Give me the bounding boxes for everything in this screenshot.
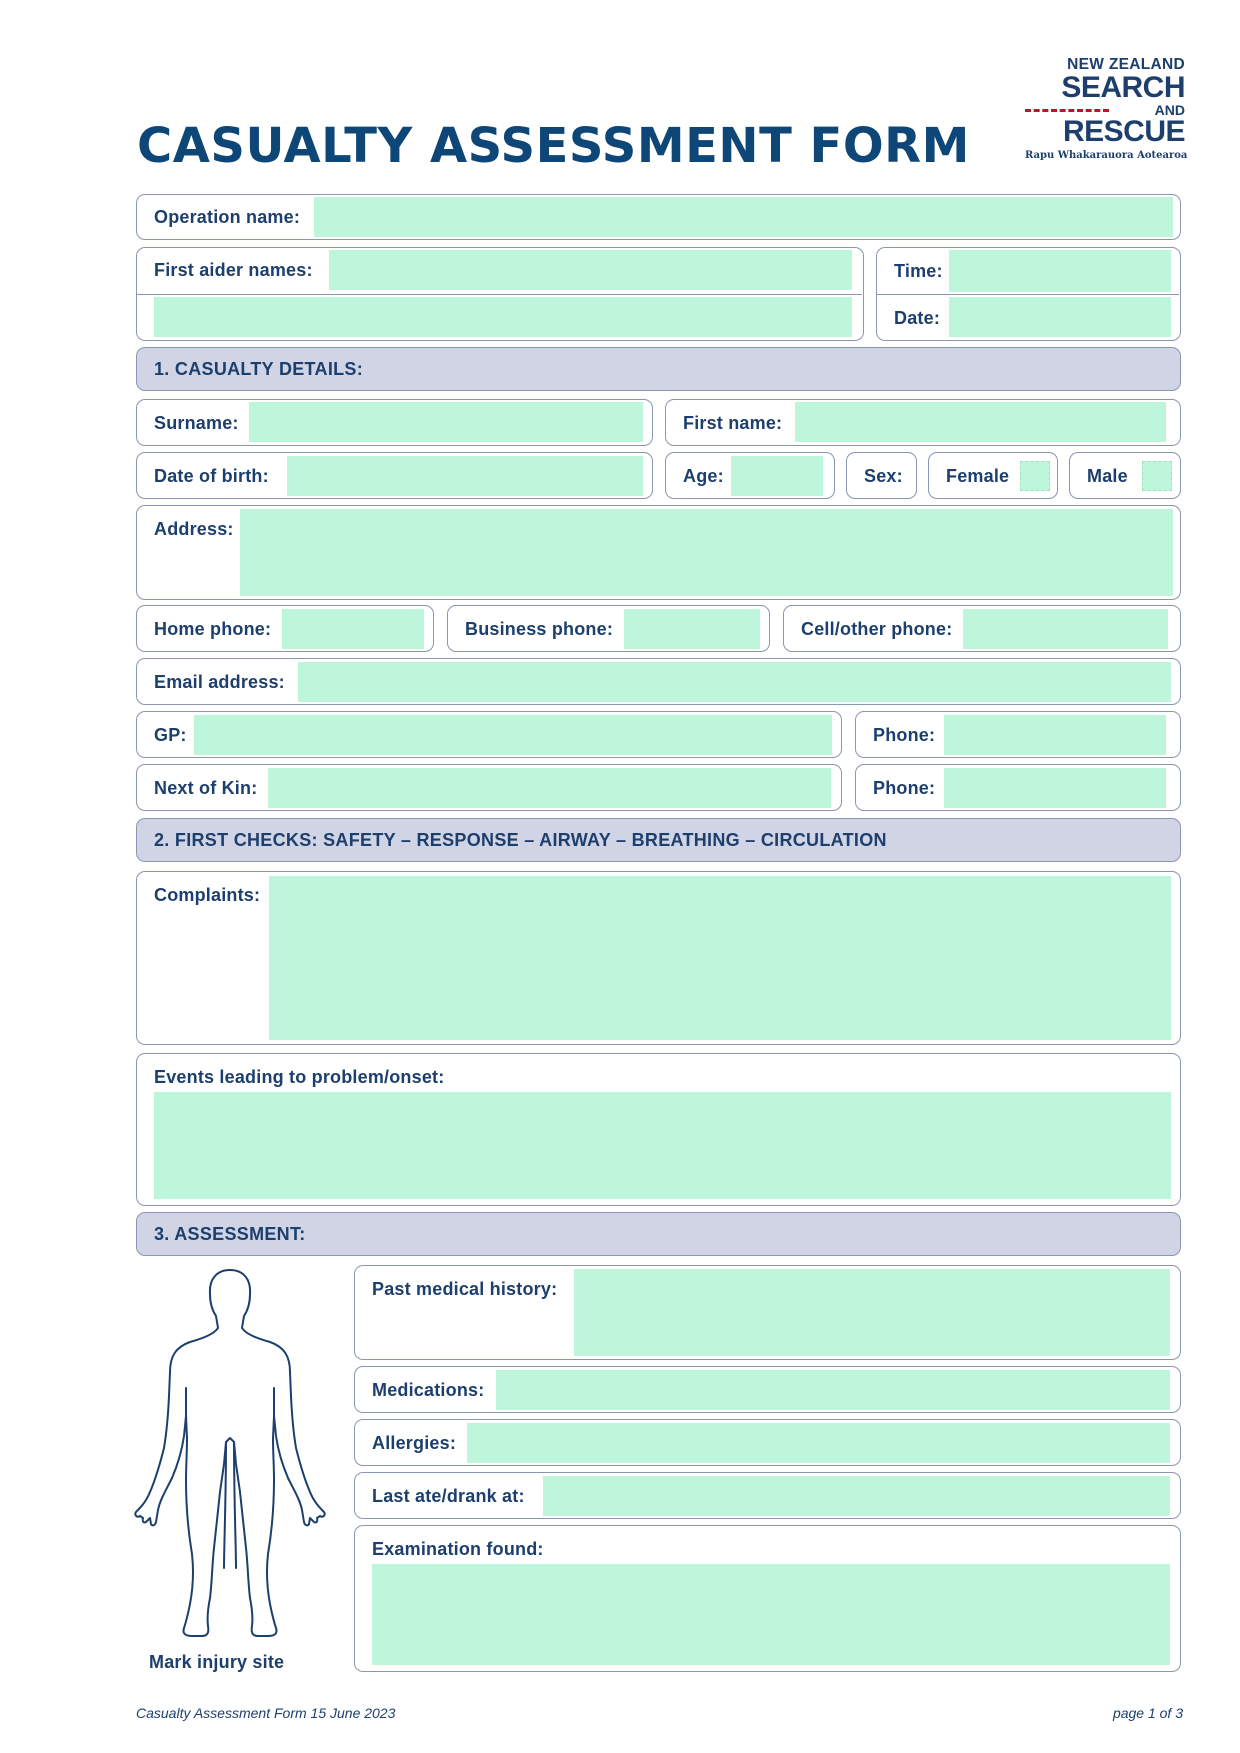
logo-line-3: AND [1154, 102, 1185, 118]
past-history-row [354, 1265, 1181, 1360]
male-checkbox[interactable] [1142, 461, 1172, 491]
last-ate-row [354, 1472, 1181, 1519]
examination-row [354, 1525, 1181, 1672]
events-row [136, 1053, 1181, 1206]
examination-label: Examination found: [372, 1539, 544, 1559]
divider [877, 294, 1179, 295]
events-label: Events leading to problem/onset: [154, 1067, 445, 1087]
logo-line-4: RESCUE [1062, 115, 1185, 148]
first-aider-names-input-2[interactable] [154, 297, 852, 337]
surname-label: Surname: [154, 413, 239, 433]
email-input[interactable] [298, 662, 1171, 702]
mark-injury-label: Mark injury site [149, 1652, 285, 1672]
age-row [665, 452, 835, 499]
medications-label: Medications: [372, 1380, 485, 1400]
age-label: Age: [683, 466, 724, 486]
logo-line-2: SEARCH [1061, 71, 1185, 104]
cell-phone-input[interactable] [963, 609, 1168, 649]
first-aider-names-label: First aider names: [154, 260, 313, 280]
female-checkbox[interactable] [1020, 461, 1050, 491]
gp-input[interactable] [194, 715, 832, 755]
business-phone-label: Business phone: [465, 619, 614, 639]
logo-dash-row [1025, 102, 1185, 118]
cell-phone-label: Cell/other phone: [801, 619, 953, 639]
allergies-input[interactable] [467, 1423, 1170, 1463]
complaints-row [136, 871, 1181, 1045]
section-title: 2. FIRST CHECKS: SAFETY – RESPONSE – AIRWAY – BREATHING – CIRCULATION [154, 830, 887, 850]
date-input[interactable] [949, 297, 1171, 337]
medications-row [354, 1366, 1181, 1413]
female-option [928, 452, 1058, 499]
gp-phone-input[interactable] [944, 715, 1166, 755]
allergies-row [354, 1419, 1181, 1466]
section-first-checks [136, 818, 1181, 862]
address-label: Address: [154, 519, 234, 539]
operation-name-label: Operation name: [154, 207, 301, 227]
home-phone-row [136, 605, 434, 652]
email-row [136, 658, 1181, 705]
time-input[interactable] [949, 250, 1171, 292]
male-label: Male [1087, 466, 1128, 486]
address-input[interactable] [240, 509, 1173, 596]
divider [137, 294, 862, 295]
medications-input[interactable] [496, 1370, 1170, 1410]
section-casualty-details [136, 347, 1181, 391]
section-assessment [136, 1212, 1181, 1256]
home-phone-label: Home phone: [154, 619, 272, 639]
email-label: Email address: [154, 672, 285, 692]
next-of-kin-label: Next of Kin: [154, 778, 258, 798]
home-phone-input[interactable] [282, 609, 424, 649]
next-of-kin-row [136, 764, 842, 811]
body-outline-icon[interactable] [130, 1268, 330, 1648]
complaints-label: Complaints: [154, 885, 261, 905]
gp-row [136, 711, 842, 758]
dob-label: Date of birth: [154, 466, 269, 486]
sex-label-box [846, 452, 917, 499]
first-name-input[interactable] [795, 402, 1166, 442]
logo-dash [1025, 109, 1109, 112]
form-title: CASUALTY ASSESSMENT FORM [137, 118, 970, 174]
kin-phone-label: Phone: [873, 778, 936, 798]
footer-left: Casualty Assessment Form 15 June 2023 [136, 1705, 396, 1721]
operation-name-row [136, 194, 1181, 240]
last-ate-label: Last ate/drank at: [372, 1486, 525, 1506]
events-input[interactable] [154, 1092, 1171, 1199]
business-phone-input[interactable] [624, 609, 760, 649]
last-ate-input[interactable] [543, 1476, 1170, 1516]
nzsar-logo [1025, 56, 1188, 166]
first-aider-names-input-1[interactable] [329, 250, 852, 290]
gp-phone-row [855, 711, 1181, 758]
section-title: 1. CASUALTY DETAILS: [154, 359, 364, 379]
footer-page-number: page 1 of 3 [1112, 1705, 1183, 1721]
male-option [1069, 452, 1181, 499]
female-label: Female [946, 466, 1010, 486]
date-label: Date: [894, 308, 941, 328]
logo-line-1: NEW ZEALAND [1067, 56, 1185, 73]
age-input[interactable] [731, 456, 823, 496]
business-phone-row [447, 605, 770, 652]
surname-input[interactable] [249, 402, 643, 442]
logo-line-5: Rapu Whakarauora Aotearoa [1025, 150, 1188, 161]
first-name-row [665, 399, 1181, 446]
past-history-input[interactable] [574, 1269, 1170, 1356]
address-row [136, 505, 1181, 600]
section-title: 3. ASSESSMENT: [154, 1224, 306, 1244]
first-aider-names-box [136, 247, 864, 341]
operation-name-input[interactable] [314, 197, 1173, 237]
surname-row [136, 399, 653, 446]
examination-input[interactable] [372, 1564, 1170, 1665]
sex-label: Sex: [864, 466, 903, 486]
dob-input[interactable] [287, 456, 643, 496]
allergies-label: Allergies: [372, 1433, 457, 1453]
time-date-box [876, 247, 1181, 341]
past-history-label: Past medical history: [372, 1279, 558, 1299]
gp-phone-label: Phone: [873, 725, 936, 745]
gp-label: GP: [154, 725, 187, 745]
kin-phone-input[interactable] [944, 768, 1166, 808]
complaints-input[interactable] [269, 876, 1171, 1040]
cell-phone-row [783, 605, 1181, 652]
kin-phone-row [855, 764, 1181, 811]
time-label: Time: [894, 261, 943, 281]
dob-row [136, 452, 653, 499]
first-name-label: First name: [683, 413, 783, 433]
next-of-kin-input[interactable] [268, 768, 831, 808]
